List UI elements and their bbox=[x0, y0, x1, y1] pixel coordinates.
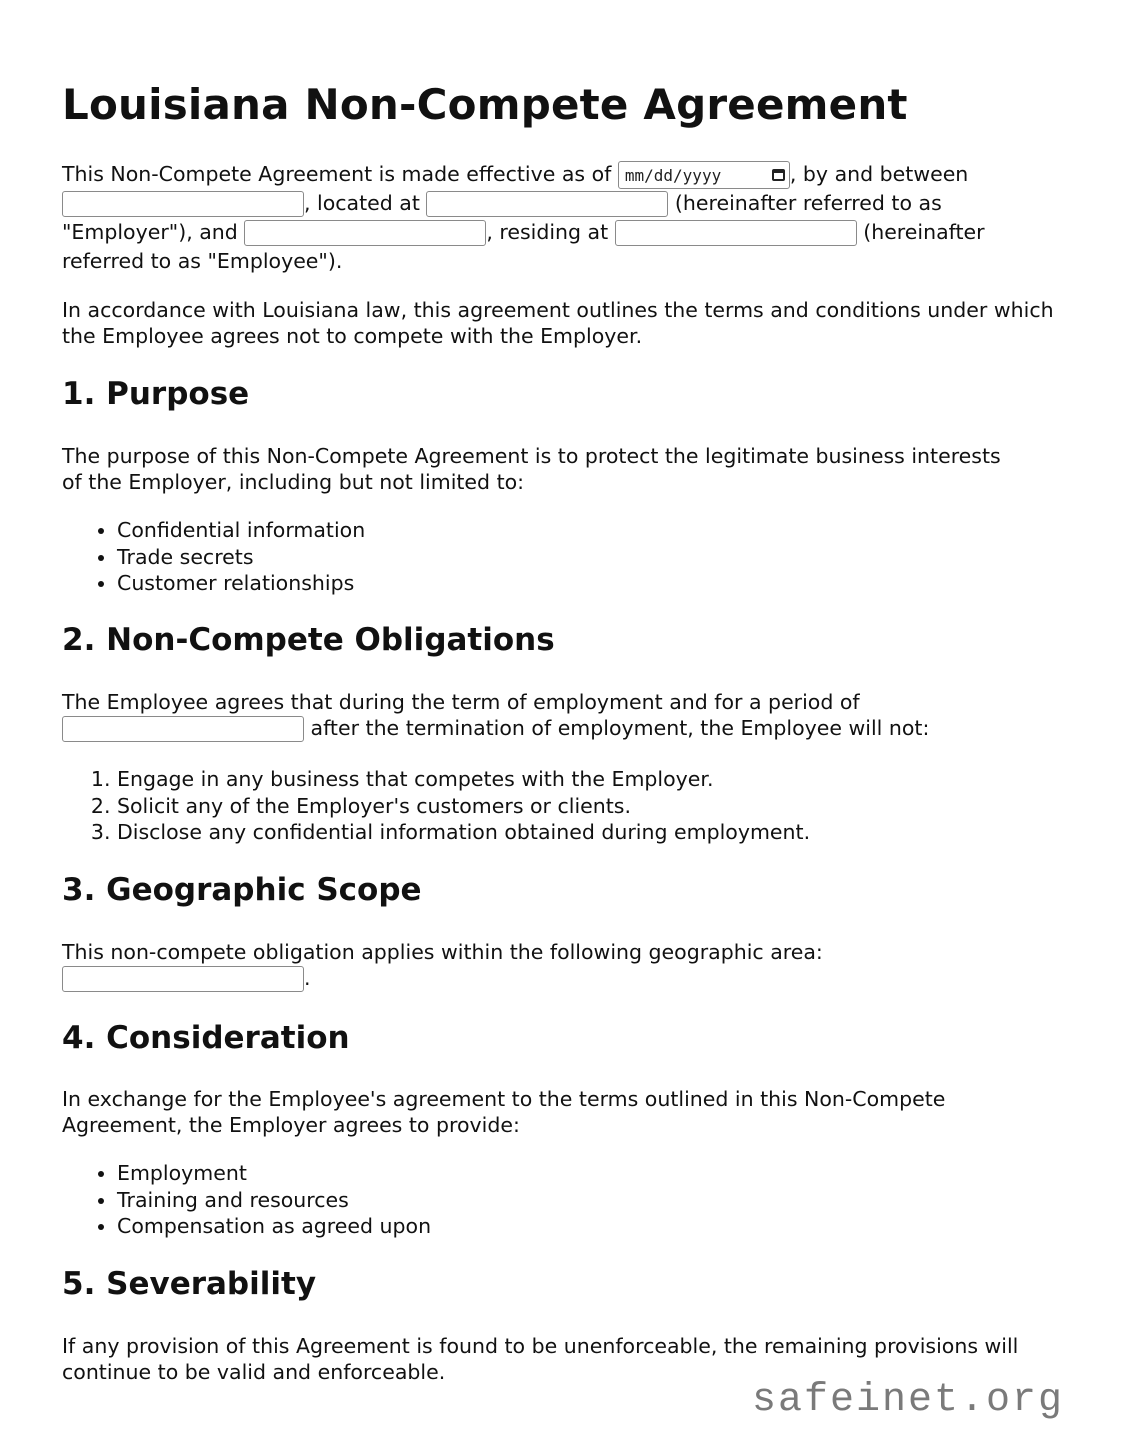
geographic-text: This non-compete obligation applies within the following geographic area: bbox=[62, 940, 823, 964]
watermark: safeinet.org bbox=[752, 1378, 1065, 1423]
geographic-paragraph bbox=[62, 939, 1062, 992]
intro-text: referred to as "Employee"). bbox=[62, 249, 343, 273]
section-heading-severability: 5. Severability bbox=[62, 1266, 317, 1302]
intro-text: , residing at bbox=[486, 220, 615, 244]
intro-paragraph bbox=[62, 160, 1062, 276]
list-item: • Trade secrets bbox=[117, 544, 365, 571]
consideration-paragraph: In exchange for the Employee's agreement to the terms outlined in this Non-Compete Agreement, the Employer agrees to provide: bbox=[62, 1087, 946, 1137]
employer-address-input[interactable] bbox=[426, 191, 668, 217]
intro-text: This Non-Compete Agreement is made effective as of bbox=[62, 162, 618, 186]
intro-text: (hereinafter referred to as bbox=[668, 191, 942, 215]
intro-text: (hereinafter bbox=[856, 220, 985, 244]
section-heading-geographic: 3. Geographic Scope bbox=[62, 872, 422, 908]
geographic-area-input[interactable] bbox=[62, 966, 304, 992]
obligations-list bbox=[62, 766, 810, 846]
list-item: • Confidential information bbox=[117, 517, 365, 544]
purpose-paragraph: The purpose of this Non-Compete Agreement is to protect the legitimate business interests of the Employer, including but not limited to: bbox=[62, 444, 1001, 494]
geographic-suffix: . bbox=[304, 966, 311, 990]
list-item: • Training and resources bbox=[117, 1187, 431, 1214]
obligations-text: after the termination of employment, the Employee will not: bbox=[304, 716, 930, 740]
section-heading-obligations: 2. Non-Compete Obligations bbox=[62, 622, 555, 658]
intro-text: "Employer"), and bbox=[62, 220, 245, 244]
list-item: 3. Disclose any confidential information obtained during employment. bbox=[117, 819, 810, 846]
employee-name-input[interactable] bbox=[244, 220, 486, 246]
restriction-period-input[interactable] bbox=[62, 716, 304, 742]
list-item: • Customer relationships bbox=[117, 570, 365, 597]
employee-address-input[interactable] bbox=[615, 220, 857, 246]
severability-paragraph: If any provision of this Agreement is found to be unenforceable, the remaining provisions will continue to be valid and enforceable. bbox=[62, 1334, 1019, 1384]
preamble-paragraph: In accordance with Louisiana law, this agreement outlines the terms and conditions under which the Employee agrees not to compete with the Employer. bbox=[62, 298, 1054, 348]
intro-text: , located at bbox=[304, 191, 427, 215]
calendar-icon[interactable] bbox=[772, 169, 785, 181]
list-item: • Compensation as agreed upon bbox=[117, 1213, 431, 1240]
document-title: Louisiana Non-Compete Agreement bbox=[62, 80, 908, 129]
date-placeholder: mm/dd/yyyy bbox=[624, 165, 722, 185]
obligations-text: The Employee agrees that during the term of employment and for a period of bbox=[62, 690, 860, 714]
list-item: 2. Solicit any of the Employer's customers or clients. bbox=[117, 793, 810, 820]
intro-text: , by and between bbox=[789, 162, 969, 186]
consideration-list bbox=[62, 1160, 431, 1240]
section-heading-purpose: 1. Purpose bbox=[62, 376, 250, 412]
section-heading-consideration: 4. Consideration bbox=[62, 1020, 350, 1056]
employer-name-input[interactable] bbox=[62, 191, 304, 217]
effective-date-input[interactable] bbox=[618, 161, 790, 189]
obligations-paragraph bbox=[62, 689, 1062, 742]
purpose-list bbox=[62, 517, 365, 597]
list-item: 1. Engage in any business that competes with the Employer. bbox=[117, 766, 810, 793]
list-item: • Employment bbox=[117, 1160, 431, 1187]
